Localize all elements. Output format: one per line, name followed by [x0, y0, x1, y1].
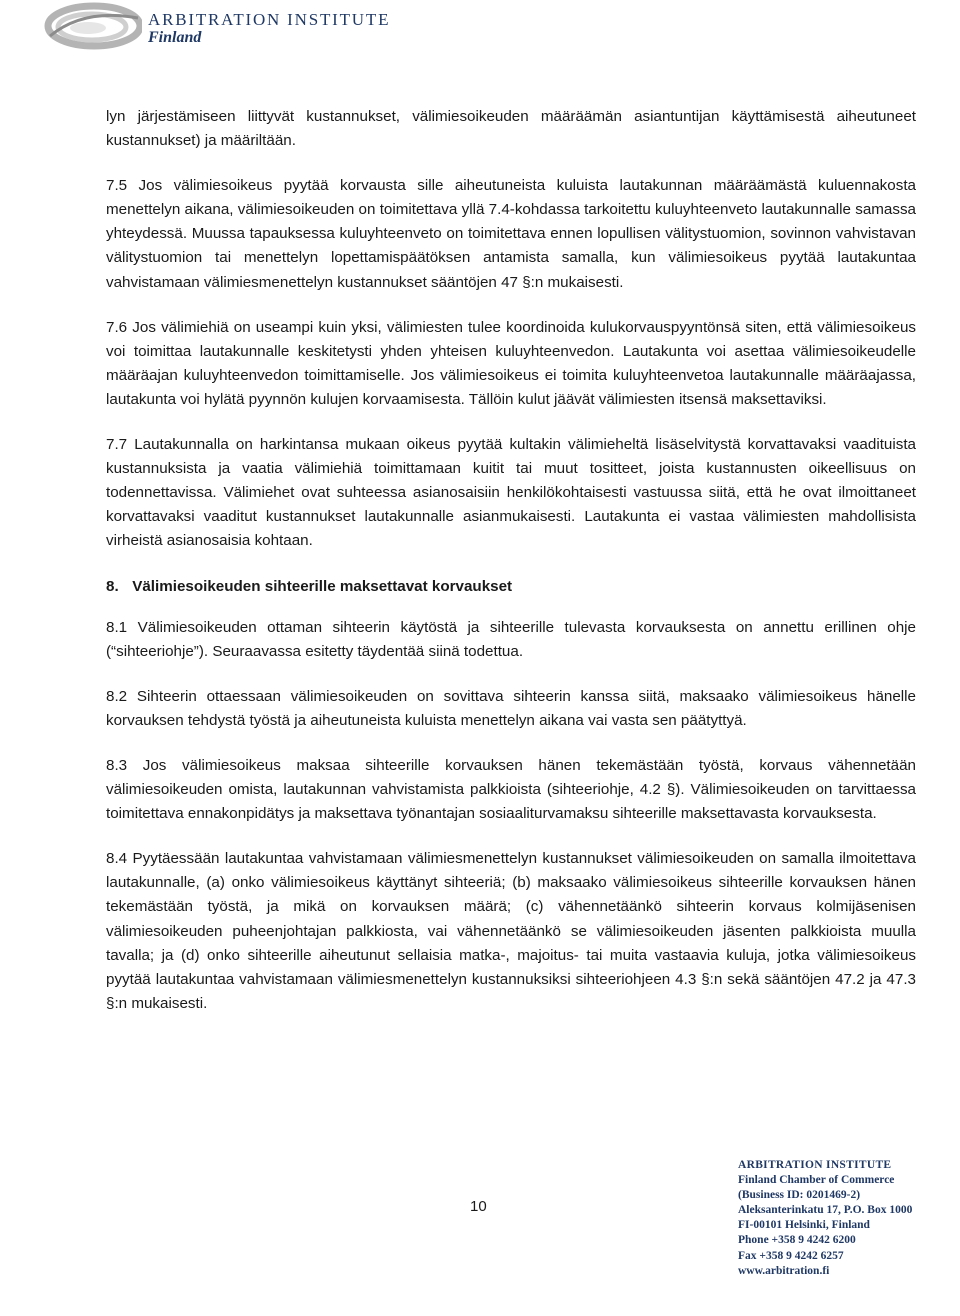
logo-title: ARBITRATION INSTITUTE — [148, 10, 391, 29]
section-8-heading — [106, 575, 916, 599]
paragraph-continuation: lyn järjestämiseen liittyvät kustannukset, välimiesoikeuden määräämän asiantuntijan käyttämisestä aiheutuneet kustannukset) ja määriltään. — [106, 108, 916, 150]
arbitration-institute-logo-icon — [44, 2, 142, 52]
paragraph-7-6: 7.6 Jos välimiehiä on useampi kuin yksi, välimiesten tulee koordinoida kulukorvauspyyntönsä siten, että välimiesoikeus voi toimittaa lautakunnalle keskitetysti yhden yhteisen kuluyhteenvedon. Lautakunta voi asettaa välimiesoikeudelle määräajan kuluyhteenvedon toimittamiselle. Jos välimiesoikeus ei toimita kuluyhteenvetoa lautakunnalle määräajassa, lautakunta voi hylätä pyynnön kulujen korvaamisesta. Tällöin kulut jäävät välimiesten itsensä maksettaviksi. — [106, 318, 916, 408]
document-body — [106, 105, 916, 1037]
section-8-number: 8. — [106, 577, 119, 595]
logo-subtitle: Finland — [148, 29, 202, 46]
footer-org-name: ARBITRATION INSTITUTE — [738, 1159, 892, 1171]
footer-website: www.arbitration.fi — [738, 1264, 830, 1277]
paragraph-8-3: 8.3 Jos välimiesoikeus maksaa sihteerille korvauksen hänen tekemästään työstä, korvaus vähennetään välimiesoikeuden omista, lautakunnan vahvistamista palkkioista (sihteeriohje, 4.2 §). Välimiesoikeuden on tarvittaessa toimitettava ennakonpidätys ja maksettava työnantajan sosiaaliturvamaksu sihteerille maksettavasta korvauksesta. — [106, 756, 916, 823]
footer-business-id: (Business ID: 0201469-2) — [738, 1189, 861, 1202]
paragraph-8-1: 8.1 Välimiesoikeuden ottaman sihteerin käytöstä ja sihteerille tulevasta korvauksesta on annettu erillinen ohje (“sihteeriohje”). Seuraavassa esitetty täydentää siinä todettua. — [106, 618, 916, 660]
footer-fax: Fax +358 9 4242 6257 — [738, 1249, 844, 1262]
section-8-title: Välimiesoikeuden sihteerille maksettavat korvaukset — [132, 577, 513, 595]
footer-phone: Phone +358 9 4242 6200 — [738, 1234, 856, 1247]
page-number: 10 — [470, 1198, 487, 1215]
paragraph-7-5: 7.5 Jos välimiesoikeus pyytää korvausta sille aiheutuneista kuluista lautakunnan määräämästä kuluennakosta menettelyn aikana, välimiesoikeuden on toimitettava yllä 7.4-kohdassa tarkoitettu kuluyhteenveto lautakunnalle samassa yhteydessä. Muussa tapauksessa kuluyhteenveto on toimitettava ennen lopullisen välitystuomion, sovinnon vahvistavan välitystuomion tai menettelyn lopettamispäätöksen antamista samalla, kun välimiesoikeus pyytää lautakuntaa vahvistamaan välimiesmenettelyn kustannukset sääntöjen 47 §:n mukaisesti. — [106, 177, 916, 291]
paragraph-7-7: 7.7 Lautakunnalla on harkintansa mukaan oikeus pyytää kultakin välimieheltä lisäselvitystä korvattavaksi vaadituista kustannuksista ja vaatia välimiehiä toimittamaan kuitit tai muut tositteet, joista kustannusten oikeellisuus on todennettavissa. Välimiehet ovat suhteessa asianosaisiin henkilökohtaisesti vastuussa siitä, että he ovat ilmoittaneet korvattavaksi vaaditut kustannukset lautakunnalle asianmukaisesti. Lautakunta ei vastaa välimiesten mahdollisista virheistä asianosaisia kohtaan. — [106, 436, 916, 550]
paragraph-8-2: 8.2 Sihteerin ottaessaan välimiesoikeuden on sovittava sihteerin kanssa siitä, maksaako välimiesoikeus hänelle korvauksen tehdystä työstä ja aiheutuneista kuluista menettelyn aikana vai vasta sen päätyttyä. — [106, 687, 916, 729]
footer-street: Aleksanterinkatu 17, P.O. Box 1000 — [738, 1204, 913, 1217]
header-logo — [44, 2, 404, 52]
footer-chamber: Finland Chamber of Commerce — [738, 1174, 895, 1187]
footer-address — [738, 1158, 948, 1279]
footer-city: FI-00101 Helsinki, Finland — [738, 1219, 870, 1232]
paragraph-8-4: 8.4 Pyytäessään lautakuntaa vahvistamaan välimiesmenettelyn kustannukset välimiesoikeuden on samalla ilmoitettava lautakunnalle, (a) onko välimiesoikeus käyttänyt sihteeriä; (b) maksaako välimiesoikeus sihteerille korvauksen hänen tekemästään työstä, ja mikä on korvauksen määrä; (c) vähennetäänkö sihteerin korvaus kolmijäsenisen välimiesoikeuden puheenjohtajan palkkiosta, vai vähennetäänkö se välimiesoikeuden jäsenten palkkioista muulla tavalla; ja (d) onko sihteerille aiheutunut sellaisia matka-, majoitus- tai muita vastaavia kuluja, jotka välimiesoikeus pyytää lautakuntaa vahvistamaan välimiesmenettelyn kustannuksiksi sihteeriohjeen 4.3 §:n sekä sääntöjen 47.2 ja 47.3 §:n mukaisesti. — [106, 850, 916, 1012]
